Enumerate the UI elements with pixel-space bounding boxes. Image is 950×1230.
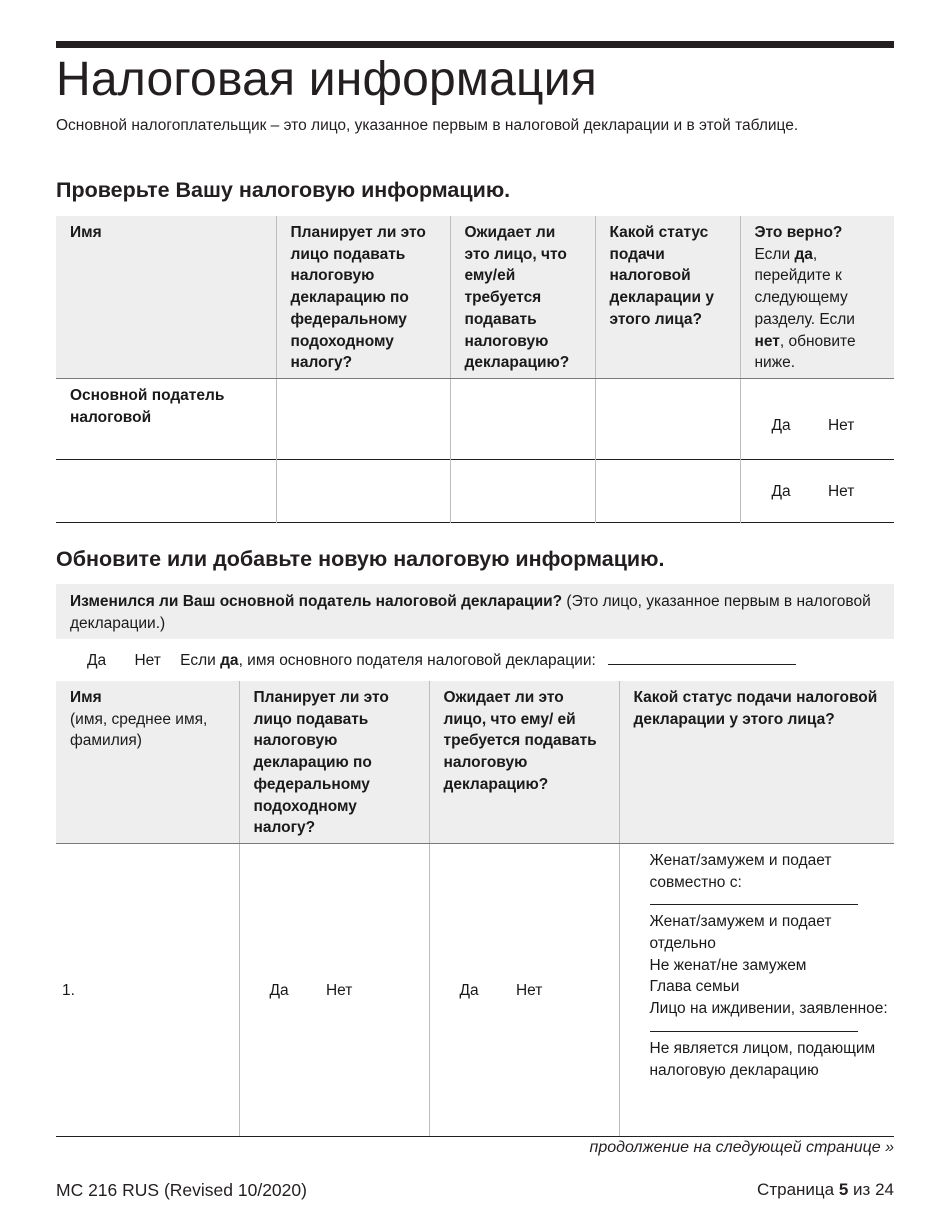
expects-cell[interactable] (450, 459, 595, 522)
change-note: (Это лицо, указанное первым в налоговой декларации.) (70, 593, 871, 632)
correct-if-yes: Если (754, 245, 791, 263)
verify-heading: Проверьте Вашу налоговую информацию. (56, 178, 511, 202)
yes-option[interactable]: Да (771, 417, 791, 435)
change-no-option[interactable]: Нет (134, 652, 161, 669)
status-not-filing[interactable]: Не является лицом, подающим налоговую декларацию (649, 1039, 876, 1079)
intro-text: Основной налогоплательщик – это лицо, указанное первым в налоговой декларации и в этой таблице. (56, 117, 799, 134)
page-of: из (853, 1180, 871, 1199)
spouse-name-field[interactable] (650, 893, 858, 905)
plans-cell[interactable] (276, 459, 450, 522)
no-option[interactable]: Нет (325, 982, 353, 1000)
change-name-prompt: , имя основного подателя налоговой декларации: (238, 652, 596, 669)
col-name: Имя (56, 216, 276, 378)
col-expects-required: Ожидает ли это лицо, что ему/ ей требуется подавать налоговую декларацию? (429, 681, 619, 843)
col-filing-status: Какой статус подачи налоговой декларации у этого лица? (595, 216, 740, 378)
page-total: 24 (875, 1180, 894, 1199)
status-cell (619, 843, 894, 1136)
status-married-separate[interactable]: Женат/замужем и подает отдельно (649, 913, 832, 953)
continued-note: продолжение на следующей странице » (589, 1139, 894, 1156)
expects-cell[interactable] (450, 378, 595, 459)
correct-cell (740, 378, 894, 459)
status-cell[interactable] (595, 378, 740, 459)
col-plans-to-file: Планирует ли это лицо подавать налоговую декларацию по федеральному подоходному налогу? (276, 216, 450, 378)
col-name-hint: (имя, среднее имя, фамилия) (70, 710, 208, 750)
expects-cell (429, 843, 619, 1136)
top-rule (56, 41, 894, 48)
change-if-yes: да (220, 652, 239, 669)
update-heading: Обновите или добавьте новую налоговую информацию. (56, 547, 665, 571)
no-option[interactable]: Нет (827, 483, 855, 501)
table-row (56, 459, 894, 522)
primary-filer-name-field[interactable] (608, 650, 796, 665)
correct-update: , обновите ниже. (754, 332, 856, 372)
col-is-correct (740, 216, 894, 378)
plans-cell (239, 843, 429, 1136)
no-word: нет (754, 332, 780, 350)
yes-option[interactable]: Да (269, 982, 289, 1000)
no-option[interactable]: Нет (515, 982, 543, 1000)
page-title: Налоговая информация (56, 53, 597, 106)
verify-header-row (56, 216, 894, 378)
row-number: 1. (56, 843, 239, 1136)
col-name-label: Имя (70, 689, 102, 706)
page-word: Страница (757, 1180, 835, 1199)
primary-filer-name: Основной податель налоговой (70, 386, 225, 426)
status-married-joint[interactable]: Женат/замужем и подает совместно с: (649, 851, 832, 891)
yes-option[interactable]: Да (771, 483, 791, 501)
page-current: 5 (838, 1180, 849, 1199)
change-question: Изменился ли Ваш основной податель налоговой декларации? (70, 593, 563, 610)
status-cell[interactable] (595, 459, 740, 522)
name-cell[interactable] (56, 459, 276, 522)
correct-question: Это верно? (754, 224, 843, 241)
update-table (56, 681, 894, 1137)
col-name (56, 681, 239, 843)
plans-cell[interactable] (276, 378, 450, 459)
page-number (757, 1180, 894, 1200)
change-yes-option[interactable]: Да (87, 652, 107, 669)
col-filing-status: Какой статус подачи налоговой декларации у этого лица? (619, 681, 894, 843)
claimed-by-field[interactable] (650, 1020, 858, 1032)
yes-option[interactable]: Да (459, 982, 479, 1000)
verify-table (56, 216, 894, 523)
yes-word: да (794, 245, 813, 263)
table-row (56, 843, 894, 1136)
change-question-box (56, 584, 894, 639)
update-header-row (56, 681, 894, 843)
correct-cell (740, 459, 894, 522)
status-head[interactable]: Глава семьи (649, 978, 740, 996)
change-if: Если (180, 652, 216, 669)
status-single[interactable]: Не женат/не замужем (649, 956, 807, 974)
change-answer-line (87, 650, 796, 672)
no-option[interactable]: Нет (827, 417, 855, 435)
col-expects-required: Ожидает ли это лицо, что ему/ей требуется подавать налоговую декларацию? (450, 216, 595, 378)
table-row (56, 378, 894, 459)
correct-go-next: , перейдите к следующему разделу. Если (754, 245, 855, 328)
status-dependent[interactable]: Лицо на иждивении, заявленное: (649, 1000, 888, 1018)
form-id: MC 216 RUS (Revised 10/2020) (56, 1180, 307, 1200)
status-options (620, 844, 895, 1081)
col-plans-to-file: Планирует ли это лицо подавать налоговую декларацию по федеральному подоходному налогу? (239, 681, 429, 843)
